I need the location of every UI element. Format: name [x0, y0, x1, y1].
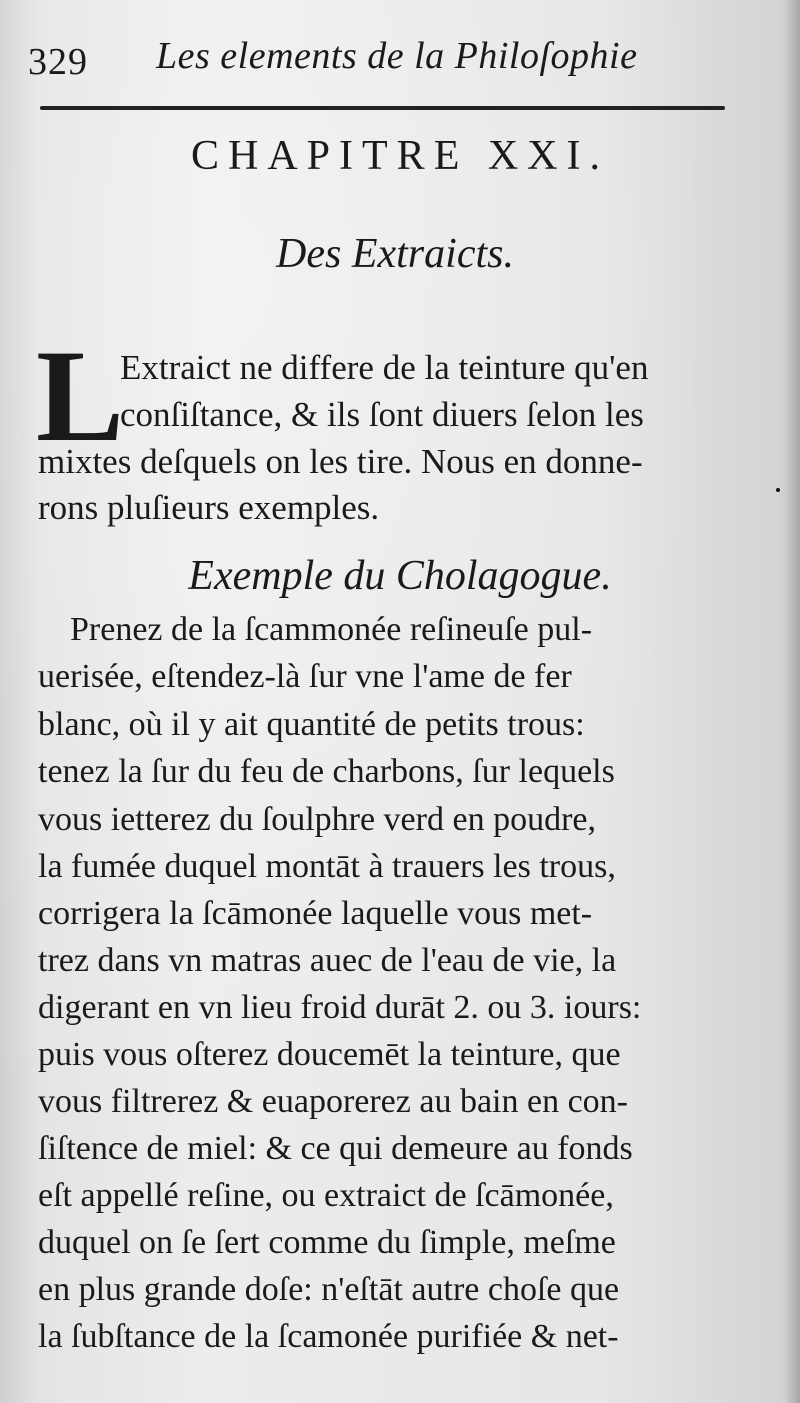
body-line: la fumée duquel montāt à trauers les trous, — [38, 848, 616, 885]
page-number: 329 — [28, 41, 88, 83]
intro-line: rons pluſieurs exemples. — [38, 488, 380, 527]
body-line: corrigera la ſcāmonée laquelle vous met- — [38, 895, 593, 932]
body-line: duquel on ſe ſert comme du ſimple, meſme — [38, 1224, 616, 1261]
running-title: Les elements de la Philoſophie — [156, 35, 638, 77]
body-line: uerisée, eſtendez-là ſur vne l'ame de fer — [38, 658, 572, 695]
body-line: la ſubſtance de la ſcamonée purifiée & net- — [38, 1318, 619, 1355]
intro-line: mixtes deſquels on les tire. Nous en donne- — [38, 442, 643, 481]
body-line: trez dans vn matras auec de l'eau de vie, la — [38, 942, 617, 979]
body-line: vous ietterez du ſoulphre verd en poudre, — [38, 801, 596, 838]
header-rule — [40, 106, 725, 110]
body-line: en plus grande doſe: n'eſtāt autre choſe que — [38, 1271, 620, 1308]
intro-line: Extraict ne differe de la teinture qu'en — [120, 348, 649, 387]
body-line: vous filtrerez & euaporerez au bain en con- — [38, 1083, 628, 1120]
section-title: Des Extraicts. — [276, 231, 514, 277]
drop-cap: L — [36, 322, 125, 469]
ink-speck — [776, 488, 780, 492]
example-heading: Exemple du Cholagogue. — [188, 553, 612, 599]
page-edge-shadow — [786, 0, 800, 1403]
chapter-title: CHAPITRE XXI. — [191, 133, 609, 179]
body-line: blanc, où il y ait quantité de petits trous: — [38, 706, 585, 743]
body-line: puis vous oſterez doucemēt la teinture, que — [38, 1036, 621, 1073]
body-line: ſiſtence de miel: & ce qui demeure au fonds — [38, 1130, 633, 1167]
running-head — [28, 26, 758, 86]
body-line: tenez la ſur du feu de charbons, ſur lequels — [38, 753, 615, 790]
intro-line: conſiſtance, & ils ſont diuers ſelon les — [120, 395, 644, 434]
body-line: eſt appellé reſine, ou extraict de ſcāmonée, — [38, 1177, 614, 1214]
body-line: Prenez de la ſcammonée reſineuſe pul- — [70, 611, 593, 648]
chapter-heading — [0, 132, 800, 180]
body-line: digerant en vn lieu froid durāt 2. ou 3. iours: — [38, 989, 642, 1026]
